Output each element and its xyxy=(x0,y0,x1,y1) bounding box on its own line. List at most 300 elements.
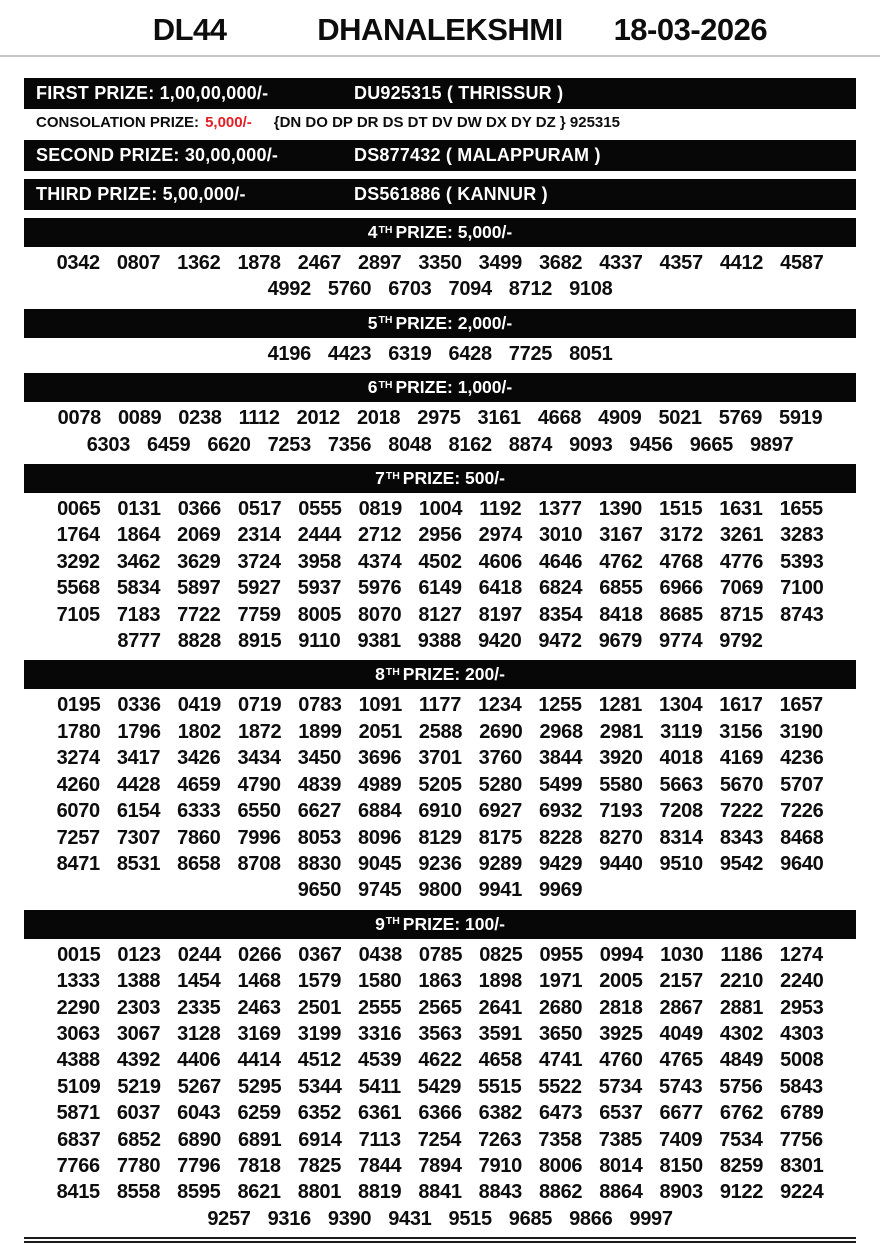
winning-number: 8708 xyxy=(237,852,281,875)
winning-number: 1764 xyxy=(56,524,100,547)
winning-number: 5760 xyxy=(327,278,372,301)
winning-number: 8864 xyxy=(599,1181,643,1204)
winning-number: 3920 xyxy=(599,747,643,770)
winning-number: 1377 xyxy=(538,498,582,521)
winning-number: 5919 xyxy=(779,407,823,430)
winning-number: 1796 xyxy=(117,720,161,743)
winning-number: 1515 xyxy=(658,498,703,521)
winning-number: 9045 xyxy=(358,852,402,875)
winning-number: 4302 xyxy=(719,1022,764,1045)
winning-number: 3172 xyxy=(659,524,703,547)
winning-number: 2565 xyxy=(418,996,462,1019)
winning-number: 2210 xyxy=(719,970,764,993)
winning-number: 6333 xyxy=(177,800,221,823)
consolation-amount: 5,000/- xyxy=(205,114,252,131)
winning-number: 3169 xyxy=(237,1022,281,1045)
winning-number: 6361 xyxy=(358,1102,402,1125)
winning-number: 5515 xyxy=(478,1075,522,1098)
winning-number: 9510 xyxy=(659,852,703,875)
winning-number: 4760 xyxy=(599,1049,643,1072)
winning-number: 6070 xyxy=(56,800,100,823)
winning-numbers-row xyxy=(24,719,856,745)
winning-number: 2712 xyxy=(358,524,402,547)
winning-number: 9093 xyxy=(569,433,613,456)
winning-numbers-row xyxy=(24,405,856,431)
winning-number: 4049 xyxy=(659,1022,703,1045)
winning-number: 3316 xyxy=(358,1022,402,1045)
winning-number: 8777 xyxy=(117,630,161,653)
winning-number: 6154 xyxy=(116,800,161,823)
winning-number: 6852 xyxy=(117,1128,161,1151)
winning-number: 6043 xyxy=(177,1102,221,1125)
winning-number: 3167 xyxy=(599,524,643,547)
winning-number: 3434 xyxy=(237,747,281,770)
winning-number: 6319 xyxy=(388,342,432,365)
winning-number: 0131 xyxy=(117,498,161,521)
first-prize-bar xyxy=(24,78,856,109)
winning-number: 7105 xyxy=(56,603,100,626)
winning-number: 1898 xyxy=(478,970,522,993)
winning-numbers-row xyxy=(24,825,856,851)
consolation-prize-row xyxy=(24,109,856,135)
prize-tiers xyxy=(24,218,856,1232)
winning-number: 5580 xyxy=(599,773,643,796)
tier-header-5th: 5 TH PRIZE: 2,000/- xyxy=(24,309,856,338)
winning-number: 6627 xyxy=(297,800,342,823)
winning-number: 4539 xyxy=(358,1049,402,1072)
winning-number: 9472 xyxy=(538,630,582,653)
tier-header-7th: 7 TH PRIZE: 500/- xyxy=(24,464,856,493)
winning-number: 0015 xyxy=(57,943,101,966)
winning-number: 9236 xyxy=(418,852,462,875)
winning-number: 9316 xyxy=(267,1207,311,1230)
winning-number: 1390 xyxy=(598,498,642,521)
winning-number: 1468 xyxy=(237,970,281,993)
winning-number: 2501 xyxy=(297,996,342,1019)
winning-number: 3563 xyxy=(418,1022,462,1045)
winning-number: 5976 xyxy=(358,577,402,600)
winning-number: 2157 xyxy=(659,970,703,993)
winning-number: 8005 xyxy=(297,603,342,626)
winning-number: 3010 xyxy=(538,524,583,547)
prize-tier-8th xyxy=(24,660,856,903)
winning-number: 7100 xyxy=(780,577,824,600)
winning-number: 0807 xyxy=(116,252,161,274)
winning-number: 1255 xyxy=(538,694,582,717)
winning-numbers-row xyxy=(24,995,856,1021)
winning-number: 5205 xyxy=(418,773,462,796)
winning-number: 4414 xyxy=(237,1049,281,1072)
winning-number: 3925 xyxy=(599,1022,643,1045)
winning-number: 1872 xyxy=(238,720,282,743)
winning-number: 2444 xyxy=(297,524,342,547)
winning-number: 8712 xyxy=(508,278,553,301)
winning-number: 3462 xyxy=(116,550,161,573)
winning-number: 7253 xyxy=(267,433,311,456)
winning-number: 6932 xyxy=(538,800,583,823)
winning-number: 5670 xyxy=(719,773,764,796)
winning-number: 2974 xyxy=(478,524,522,547)
winning-number: 7409 xyxy=(658,1128,703,1151)
winning-number: 0783 xyxy=(298,694,342,717)
winning-number: 3261 xyxy=(719,524,764,547)
winning-number: 9289 xyxy=(478,852,522,875)
winning-number: 4169 xyxy=(719,747,764,770)
winning-number: 3199 xyxy=(297,1022,342,1045)
winning-number: 1863 xyxy=(418,970,462,993)
winning-number: 7534 xyxy=(719,1128,763,1151)
winning-number: 7356 xyxy=(327,433,372,456)
second-prize-winner: DS877432 ( MALAPPURAM ) xyxy=(354,145,601,165)
winning-number: 7818 xyxy=(237,1154,281,1177)
winning-number: 1878 xyxy=(237,252,281,274)
winning-number: 2968 xyxy=(539,720,583,743)
winning-number: 8621 xyxy=(237,1181,281,1204)
winning-number: 6837 xyxy=(57,1128,101,1151)
winning-number: 3499 xyxy=(478,252,522,274)
third-prize-label: THIRD PRIZE: 5,00,000/- xyxy=(36,184,246,204)
winning-number: 8468 xyxy=(780,826,824,849)
winning-number: 0238 xyxy=(178,407,222,430)
winning-number: 6259 xyxy=(237,1102,281,1125)
winning-number: 7825 xyxy=(297,1154,342,1177)
winning-number: 0825 xyxy=(479,943,523,966)
winning-number: 8150 xyxy=(659,1154,703,1177)
winning-number: 4388 xyxy=(56,1049,100,1072)
winning-number: 7756 xyxy=(779,1128,823,1151)
winning-number: 0785 xyxy=(418,943,463,966)
winning-number: 5280 xyxy=(478,773,522,796)
winning-numbers-row xyxy=(24,276,856,302)
winning-number: 3417 xyxy=(116,747,161,770)
winning-number: 5756 xyxy=(719,1075,763,1098)
winning-number: 5897 xyxy=(177,577,221,600)
winning-number: 0195 xyxy=(57,694,101,717)
winning-number: 1631 xyxy=(719,498,763,521)
prize-tier-4th xyxy=(24,218,856,303)
winning-number: 3629 xyxy=(177,550,221,573)
winning-number: 7860 xyxy=(177,826,221,849)
winning-number: 2975 xyxy=(417,407,461,430)
winning-number: 9122 xyxy=(719,1181,764,1204)
winning-number: 8314 xyxy=(659,826,703,849)
winning-number: 6418 xyxy=(478,577,522,600)
winning-number: 2981 xyxy=(599,720,644,743)
winning-number: 4765 xyxy=(659,1049,703,1072)
winning-number: 5109 xyxy=(57,1075,101,1098)
winning-numbers-row xyxy=(24,522,856,548)
winning-number: 4622 xyxy=(418,1049,462,1072)
winning-number: 2467 xyxy=(297,252,342,274)
winning-number: 8558 xyxy=(116,1181,161,1204)
winning-number: 3760 xyxy=(478,747,522,770)
winning-number: 8127 xyxy=(418,603,462,626)
winning-number: 8048 xyxy=(388,433,432,456)
bottom-divider xyxy=(24,1237,856,1243)
winning-number: 6550 xyxy=(237,800,281,823)
winning-number: 8828 xyxy=(177,630,221,653)
winning-number: 5927 xyxy=(237,577,281,600)
winning-numbers-row xyxy=(24,250,856,276)
winning-number: 7996 xyxy=(237,826,281,849)
draw-code: DL44 xyxy=(152,12,227,47)
winning-number: 3844 xyxy=(538,747,583,770)
winning-number: 4992 xyxy=(267,278,311,301)
winning-number: 2690 xyxy=(479,720,523,743)
winning-number: 4512 xyxy=(297,1049,342,1072)
prize-tier-6th xyxy=(24,373,856,458)
third-prize-bar xyxy=(24,179,856,210)
winning-number: 6910 xyxy=(418,800,462,823)
winning-number: 8915 xyxy=(238,630,282,653)
winning-number: 9456 xyxy=(629,433,673,456)
winning-number: 5707 xyxy=(780,773,824,796)
winning-number: 1234 xyxy=(478,694,522,717)
winning-number: 3283 xyxy=(780,524,824,547)
winning-number: 9792 xyxy=(719,630,763,653)
winning-number: 3724 xyxy=(237,550,281,573)
winning-numbers-row xyxy=(24,692,856,718)
winning-number: 4018 xyxy=(659,747,703,770)
winning-number: 7257 xyxy=(56,826,100,849)
winning-number: 5743 xyxy=(658,1075,703,1098)
consolation-series: {DN DO DP DR DS DT DV DW DX DY DZ } 925315 xyxy=(273,114,620,131)
winning-number: 4658 xyxy=(478,1049,522,1072)
winning-number: 8743 xyxy=(780,603,824,626)
winning-number: 8685 xyxy=(659,603,703,626)
winning-number: 7358 xyxy=(538,1128,582,1151)
winning-number: 1192 xyxy=(479,498,522,521)
winning-number: 8197 xyxy=(478,603,522,626)
winning-number: 7725 xyxy=(508,342,553,365)
winning-numbers-row xyxy=(24,575,856,601)
winning-number: 8595 xyxy=(177,1181,221,1204)
winning-number: 0555 xyxy=(298,498,342,521)
winning-number: 8862 xyxy=(538,1181,583,1204)
winning-number: 3190 xyxy=(779,720,823,743)
winning-number: 3682 xyxy=(538,252,583,274)
winning-number: 7766 xyxy=(56,1154,100,1177)
winning-number: 9650 xyxy=(297,879,342,902)
winning-number: 8841 xyxy=(418,1181,462,1204)
winning-number: 8051 xyxy=(569,342,613,365)
winning-number: 6620 xyxy=(207,433,251,456)
winning-number: 5344 xyxy=(298,1075,342,1098)
winning-numbers-row xyxy=(24,851,856,877)
winning-number: 7385 xyxy=(598,1128,642,1151)
winning-number: 8129 xyxy=(418,826,462,849)
winning-number: 3292 xyxy=(56,550,100,573)
third-prize-winner: DS561886 ( KANNUR ) xyxy=(354,184,548,204)
winning-number: 0955 xyxy=(539,943,583,966)
winning-number: 7722 xyxy=(177,603,221,626)
winning-numbers-row xyxy=(24,496,856,522)
winning-number: 3128 xyxy=(177,1022,221,1045)
winning-number: 9665 xyxy=(689,433,733,456)
winning-number: 6703 xyxy=(388,278,432,301)
winning-number: 2818 xyxy=(599,996,643,1019)
winning-number: 1899 xyxy=(298,720,342,743)
winning-number: 4502 xyxy=(418,550,462,573)
winning-number: 5295 xyxy=(238,1075,282,1098)
winning-number: 7894 xyxy=(418,1154,462,1177)
winning-number: 9866 xyxy=(569,1207,613,1230)
winning-number: 9897 xyxy=(749,433,794,456)
winning-number: 4768 xyxy=(659,550,703,573)
winning-number: 8658 xyxy=(177,852,221,875)
winning-number: 8471 xyxy=(56,852,100,875)
winning-number: 4646 xyxy=(538,550,583,573)
winning-number: 5411 xyxy=(358,1075,401,1098)
winning-number: 9800 xyxy=(418,879,462,902)
winning-number: 3119 xyxy=(660,720,703,743)
winning-number: 8715 xyxy=(719,603,764,626)
winning-number: 8014 xyxy=(599,1154,643,1177)
winning-number: 2555 xyxy=(358,996,402,1019)
winning-number: 2680 xyxy=(538,996,583,1019)
winning-number: 3650 xyxy=(538,1022,583,1045)
winning-numbers-row xyxy=(24,772,856,798)
winning-number: 0065 xyxy=(57,498,101,521)
winning-number: 8070 xyxy=(358,603,402,626)
winning-number: 1004 xyxy=(418,498,463,521)
winning-numbers-row xyxy=(24,968,856,994)
winning-number: 9640 xyxy=(780,852,824,875)
prize-tier-5th xyxy=(24,309,856,367)
winning-number: 1177 xyxy=(418,694,462,717)
winning-number: 9431 xyxy=(388,1207,432,1230)
winning-number: 8343 xyxy=(719,826,764,849)
first-prize-label: FIRST PRIZE: 1,00,00,000/- xyxy=(36,83,269,103)
winning-numbers-row xyxy=(24,549,856,575)
winning-number: 6966 xyxy=(659,577,703,600)
winning-number: 5429 xyxy=(417,1075,462,1098)
winning-number: 4587 xyxy=(780,252,824,274)
winning-number: 7910 xyxy=(478,1154,522,1177)
winning-number: 9110 xyxy=(298,630,341,653)
winning-number: 0089 xyxy=(117,407,162,430)
winning-number: 9440 xyxy=(599,852,643,875)
winning-number: 6382 xyxy=(478,1102,522,1125)
winning-number: 1274 xyxy=(779,943,823,966)
winning-numbers-row xyxy=(24,798,856,824)
winning-number: 8228 xyxy=(538,826,583,849)
winning-number: 9420 xyxy=(478,630,522,653)
winning-number: 8415 xyxy=(56,1181,100,1204)
winning-number: 3156 xyxy=(719,720,763,743)
winning-number: 3696 xyxy=(358,747,402,770)
winning-number: 6927 xyxy=(478,800,522,823)
winning-number: 6537 xyxy=(599,1102,643,1125)
winning-number: 4659 xyxy=(177,773,221,796)
winning-number: 1802 xyxy=(177,720,221,743)
winning-number: 8270 xyxy=(599,826,643,849)
winning-number: 0123 xyxy=(117,943,161,966)
winning-number: 3450 xyxy=(297,747,342,770)
winning-number: 8531 xyxy=(116,852,161,875)
winning-number: 1333 xyxy=(56,970,100,993)
winning-number: 4357 xyxy=(659,252,703,274)
sheet-header xyxy=(0,0,880,48)
winning-number: 3274 xyxy=(56,747,100,770)
winning-number: 0819 xyxy=(358,498,402,521)
winning-numbers-row xyxy=(24,1153,856,1179)
winning-number: 4196 xyxy=(267,342,311,365)
winning-number: 8418 xyxy=(599,603,643,626)
winning-number: 7796 xyxy=(177,1154,221,1177)
winning-number: 1580 xyxy=(358,970,402,993)
winning-number: 8301 xyxy=(780,1154,824,1177)
winning-number: 6677 xyxy=(659,1102,703,1125)
winning-number: 2303 xyxy=(116,996,161,1019)
winning-number: 8053 xyxy=(297,826,342,849)
winning-number: 7844 xyxy=(358,1154,402,1177)
winning-number: 1186 xyxy=(720,943,763,966)
winning-number: 4668 xyxy=(537,407,582,430)
winning-number: 0517 xyxy=(238,498,282,521)
winning-number: 9745 xyxy=(358,879,402,902)
winning-numbers-row xyxy=(24,1047,856,1073)
winning-number: 0336 xyxy=(117,694,161,717)
winning-number: 2290 xyxy=(56,996,100,1019)
winning-number: 4762 xyxy=(599,550,643,573)
winning-number: 4606 xyxy=(478,550,522,573)
winning-numbers-row xyxy=(24,1127,856,1153)
winning-number: 1780 xyxy=(57,720,101,743)
winning-number: 3426 xyxy=(177,747,221,770)
winning-number: 5843 xyxy=(779,1075,823,1098)
header-divider xyxy=(0,55,880,57)
winning-number: 8162 xyxy=(448,433,492,456)
winning-number: 8096 xyxy=(358,826,402,849)
winning-number: 0438 xyxy=(358,943,402,966)
winning-number: 4849 xyxy=(719,1049,764,1072)
winning-number: 3067 xyxy=(116,1022,161,1045)
tier-header-8th: 8 TH PRIZE: 200/- xyxy=(24,660,856,689)
winning-number: 6890 xyxy=(177,1128,221,1151)
winning-number: 4406 xyxy=(177,1049,221,1072)
winning-number: 7222 xyxy=(719,800,764,823)
prize-tier-7th xyxy=(24,464,856,654)
winning-number: 5568 xyxy=(56,577,100,600)
winning-number: 1281 xyxy=(598,694,642,717)
winning-number: 1091 xyxy=(358,694,402,717)
winning-number: 1454 xyxy=(177,970,221,993)
winning-number: 3161 xyxy=(477,407,521,430)
winning-number: 4303 xyxy=(780,1022,824,1045)
winning-number: 5219 xyxy=(117,1075,161,1098)
winning-number: 6891 xyxy=(238,1128,282,1151)
winning-number: 0367 xyxy=(298,943,342,966)
draw-date: 18-03-2026 xyxy=(613,12,768,47)
winning-numbers-row xyxy=(24,1179,856,1205)
winning-number: 4428 xyxy=(116,773,161,796)
winning-number: 2240 xyxy=(780,970,824,993)
winning-number: 4337 xyxy=(599,252,643,274)
winning-number: 0994 xyxy=(599,943,644,966)
winning-number: 0078 xyxy=(57,407,101,430)
winning-number: 2956 xyxy=(418,524,462,547)
tier-header-6th: 6 TH PRIZE: 1,000/- xyxy=(24,373,856,402)
winning-number: 7226 xyxy=(780,800,824,823)
winning-number: 1362 xyxy=(177,252,221,274)
winning-number: 5871 xyxy=(56,1102,100,1125)
winning-number: 3701 xyxy=(418,747,462,770)
second-prize-bar xyxy=(24,140,856,171)
winning-number: 4909 xyxy=(598,407,642,430)
winning-number: 4776 xyxy=(719,550,764,573)
winning-number: 8903 xyxy=(659,1181,703,1204)
